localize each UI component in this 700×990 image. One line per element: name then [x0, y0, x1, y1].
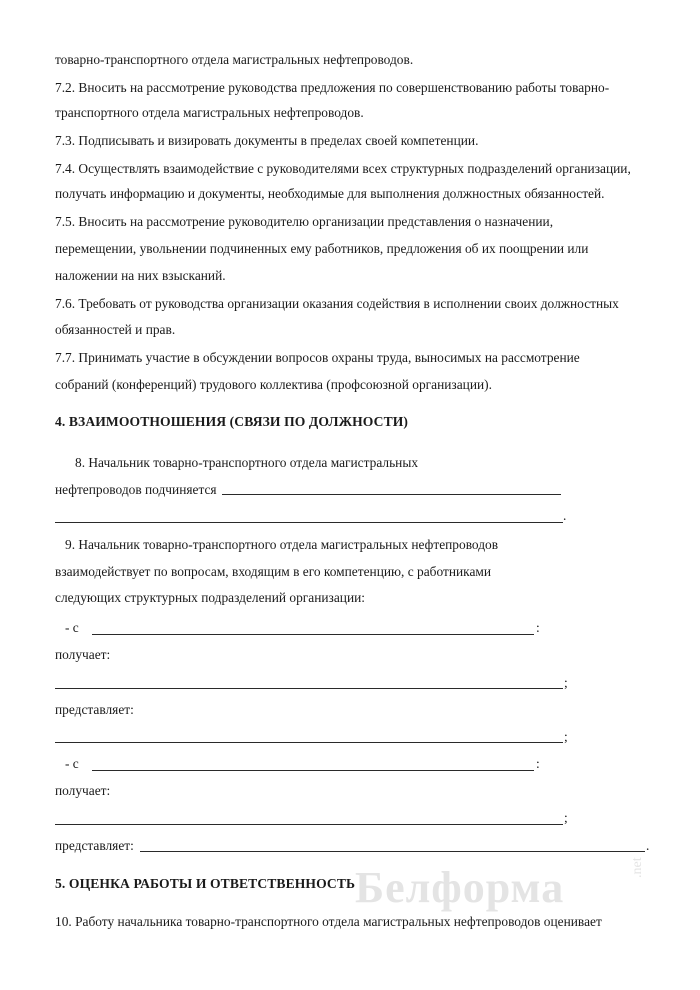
period-mark-end: . — [646, 838, 650, 853]
section-4-heading: 4. ВЗАИМООТНОШЕНИЯ (СВЯЗИ ПО ДОЛЖНОСТИ) — [55, 414, 409, 429]
text-line-7-5-a: 7.5. Вносить на рассмотрение руководителю организации представления о назначении, — [55, 214, 554, 229]
text-line-7-1-cont: товарно-транспортного отдела магистральных нефтепроводов. — [55, 52, 414, 67]
fill-line-8-subordinate[interactable] — [222, 494, 561, 495]
text-line-7-2-a: 7.2. Вносить на рассмотрение руководства предложения по совершенствованию работы товарно- — [55, 80, 610, 95]
period-mark: . — [563, 508, 567, 523]
colon-mark-1: : — [536, 620, 540, 635]
semicolon-mark-1: ; — [564, 675, 568, 690]
text-line-8-a: 8. Начальник товарно-транспортного отдела магистральных — [75, 455, 419, 470]
fill-line-receives-1[interactable] — [55, 688, 563, 689]
dash-c-2: - с — [65, 756, 79, 771]
fill-line-receives-2[interactable] — [55, 824, 563, 825]
fill-line-department-1[interactable] — [92, 634, 534, 635]
text-line-7-5-b: перемещении, увольнении подчиненных ему работников, предложения об их поощрении или — [55, 241, 589, 256]
text-line-7-3: 7.3. Подписывать и визировать документы в пределах своей компетенции. — [55, 133, 479, 148]
text-line-8-b: нефтепроводов подчиняется — [55, 482, 217, 497]
text-line-7-4-b: получать информацию и документы, необходимые для выполнения должностных обязанностей. — [55, 186, 605, 201]
text-line-7-7-a: 7.7. Принимать участие в обсуждении вопросов охраны труда, выносимых на рассмотрение — [55, 350, 580, 365]
semicolon-mark-2: ; — [564, 729, 568, 744]
text-line-7-2-b: транспортного отдела магистральных нефтепроводов. — [55, 105, 364, 120]
fill-line-provides-2[interactable] — [140, 851, 645, 852]
text-line-9-c: следующих структурных подразделений организации: — [55, 590, 366, 605]
receives-label-2: получает: — [55, 783, 111, 798]
watermark-domain: .net — [630, 857, 645, 878]
text-line-9-a: 9. Начальник товарно-транспортного отдела магистральных нефтепроводов — [65, 537, 499, 552]
fill-line-8-continued[interactable] — [55, 522, 563, 523]
text-line-7-6-a: 7.6. Требовать от руководства организации оказания содействия в исполнении своих должностных — [55, 296, 619, 311]
watermark-logo: Белформа — [355, 863, 565, 912]
text-line-7-4-a: 7.4. Осуществлять взаимодействие с руководителями всех структурных подразделений организации, — [55, 161, 631, 176]
fill-line-provides-1[interactable] — [55, 742, 563, 743]
fill-line-department-2[interactable] — [92, 770, 534, 771]
section-5-heading: 5. ОЦЕНКА РАБОТЫ И ОТВЕТСТВЕННОСТЬ — [55, 876, 356, 891]
text-line-10: 10. Работу начальника товарно-транспортного отдела магистральных нефтепроводов оценивает — [55, 914, 602, 929]
colon-mark-2: : — [536, 756, 540, 771]
receives-label-1: получает: — [55, 647, 111, 662]
semicolon-mark-3: ; — [564, 810, 568, 825]
text-line-7-7-b: собраний (конференций) трудового коллектива (профсоюзной организации). — [55, 377, 492, 392]
text-line-7-5-c: наложении на них взысканий. — [55, 268, 226, 283]
provides-label-2: представляет: — [55, 838, 134, 853]
text-line-9-b: взаимодействует по вопросам, входящим в его компетенцию, с работниками — [55, 564, 492, 579]
provides-label-1: представляет: — [55, 702, 134, 717]
text-line-7-6-b: обязанностей и прав. — [55, 322, 176, 337]
dash-c-1: - с — [65, 620, 79, 635]
